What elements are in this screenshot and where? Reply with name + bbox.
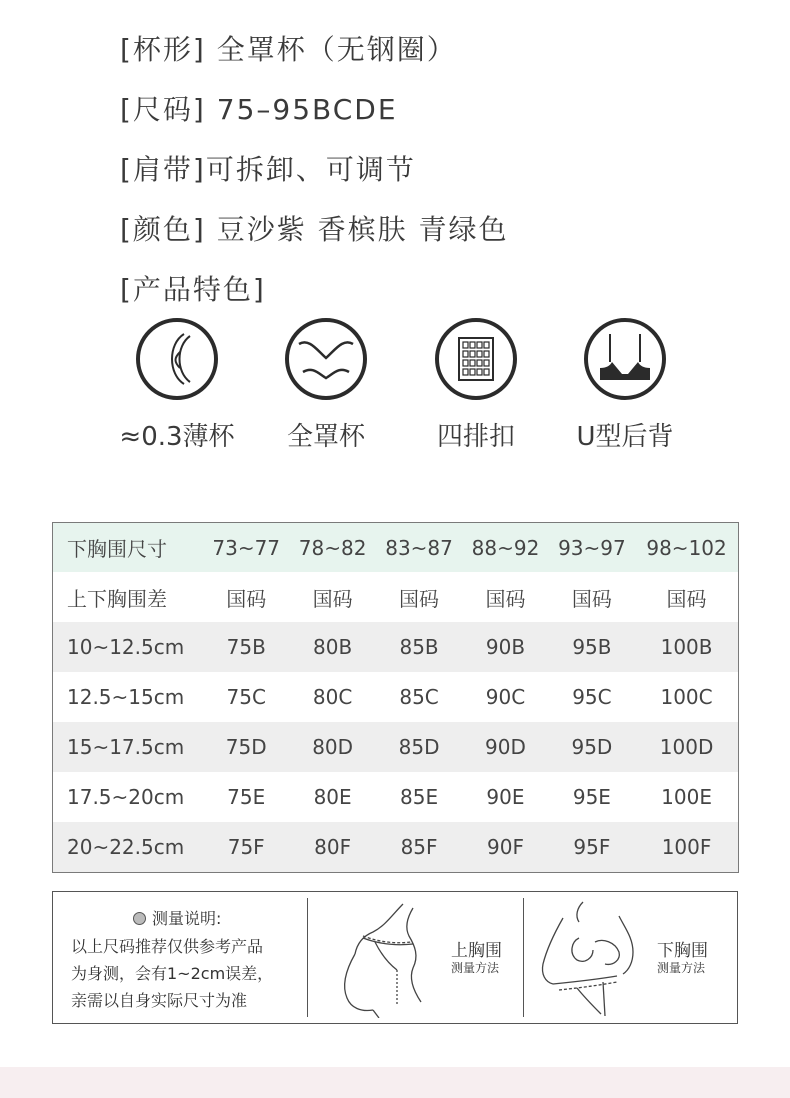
bullet-icon <box>133 912 146 925</box>
table-header-cell: 88~92 <box>462 523 548 573</box>
spec-features <box>120 268 266 308</box>
table-cell: 75C <box>203 672 289 722</box>
table-header-cell: 93~97 <box>549 523 635 573</box>
table-header-cell: 78~82 <box>289 523 375 573</box>
lower-bust-figure-icon <box>533 898 653 1018</box>
feature-label: 四排扣 <box>436 422 515 452</box>
note-title <box>133 906 221 929</box>
note-line: 为身测，会有1~2cm误差， <box>71 964 274 983</box>
spec-size <box>120 88 398 128</box>
table-cell: 95F <box>549 822 635 873</box>
table-row <box>53 822 739 873</box>
table-cell: 100E <box>635 772 738 822</box>
spec-value: 豆沙紫 香槟肤 青绿色 <box>205 213 509 246</box>
table-cell: 85D <box>376 722 462 772</box>
feature-u-back <box>550 318 700 453</box>
divider <box>307 898 308 1017</box>
table-cell: 75E <box>203 772 289 822</box>
spec-key: [肩带] <box>120 153 206 186</box>
divider <box>523 898 524 1017</box>
table-cell: 85E <box>376 772 462 822</box>
measurement-note <box>52 891 738 1024</box>
spec-value: 可拆卸、可调节 <box>205 153 416 186</box>
table-cell: 100C <box>635 672 738 722</box>
upper-bust-figure-icon <box>323 898 443 1018</box>
table-subheader-row <box>53 572 739 622</box>
thin-cup-icon <box>136 318 218 400</box>
table-cell: 80F <box>289 822 375 873</box>
four-hook-icon <box>435 318 517 400</box>
table-cell: 国码 <box>462 572 548 622</box>
table-row <box>53 772 739 822</box>
table-cell: 12.5~15cm <box>53 672 204 722</box>
spec-strap <box>120 148 416 188</box>
table-cell: 国码 <box>549 572 635 622</box>
table-cell: 100F <box>635 822 738 873</box>
feature-full-cup <box>251 318 401 453</box>
size-chart-table <box>52 522 739 873</box>
lower-bust-subtitle: 测量方法 <box>657 961 706 975</box>
table-cell: 10~12.5cm <box>53 622 204 672</box>
upper-bust-title: 上胸围 <box>451 941 502 961</box>
table-header-cell: 83~87 <box>376 523 462 573</box>
table-row <box>53 722 739 772</box>
table-cell: 90D <box>462 722 548 772</box>
spec-key: [产品特色] <box>120 273 266 306</box>
table-cell: 75D <box>203 722 289 772</box>
table-cell: 上下胸围差 <box>53 572 204 622</box>
table-cell: 85B <box>376 622 462 672</box>
footer-band <box>0 1067 790 1098</box>
table-cell: 90E <box>462 772 548 822</box>
table-cell: 90B <box>462 622 548 672</box>
spec-cup-shape <box>120 28 457 68</box>
spec-key: [尺码] <box>120 93 206 126</box>
table-cell: 100B <box>635 622 738 672</box>
spec-value: 75–95BCDE <box>205 93 398 126</box>
table-cell: 80C <box>289 672 375 722</box>
table-header-row <box>53 523 739 573</box>
table-row <box>53 672 739 722</box>
table-cell: 95C <box>549 672 635 722</box>
table-cell: 15~17.5cm <box>53 722 204 772</box>
upper-bust-subtitle: 测量方法 <box>451 961 500 975</box>
table-cell: 95E <box>549 772 635 822</box>
feature-thin-cup <box>102 318 252 453</box>
table-cell: 75F <box>203 822 289 873</box>
table-cell: 20~22.5cm <box>53 822 204 873</box>
table-cell: 80E <box>289 772 375 822</box>
feature-four-hook <box>401 318 551 453</box>
table-cell: 90C <box>462 672 548 722</box>
spec-key: [颜色] <box>120 213 206 246</box>
spec-color <box>120 208 509 248</box>
u-back-icon <box>584 318 666 400</box>
table-header-cell: 73~77 <box>203 523 289 573</box>
table-cell: 国码 <box>289 572 375 622</box>
table-cell: 95D <box>549 722 635 772</box>
table-cell: 100D <box>635 722 738 772</box>
table-cell: 80D <box>289 722 375 772</box>
full-cup-icon <box>285 318 367 400</box>
table-cell: 17.5~20cm <box>53 772 204 822</box>
feature-label: 全罩杯 <box>286 422 365 452</box>
table-cell: 国码 <box>376 572 462 622</box>
table-cell: 80B <box>289 622 375 672</box>
table-cell: 国码 <box>635 572 738 622</box>
table-header-cell: 下胸围尺寸 <box>53 523 204 573</box>
note-line: 以上尺码推荐仅供参考产品 <box>71 937 264 956</box>
table-cell: 75B <box>203 622 289 672</box>
table-row <box>53 622 739 672</box>
feature-label: U型后背 <box>576 422 674 452</box>
spec-value: 全罩杯（无钢圈） <box>205 33 457 66</box>
lower-bust-title: 下胸围 <box>657 941 708 961</box>
note-line: 亲需以自身实际尺寸为准 <box>71 991 248 1010</box>
table-cell: 85C <box>376 672 462 722</box>
table-cell: 95B <box>549 622 635 672</box>
feature-label: ≈0.3薄杯 <box>119 422 235 452</box>
table-header-cell: 98~102 <box>635 523 738 573</box>
table-cell: 85F <box>376 822 462 873</box>
table-cell: 国码 <box>203 572 289 622</box>
spec-key: [杯形] <box>120 33 206 66</box>
table-cell: 90F <box>462 822 548 873</box>
note-title-text: 测量说明: <box>152 909 222 928</box>
